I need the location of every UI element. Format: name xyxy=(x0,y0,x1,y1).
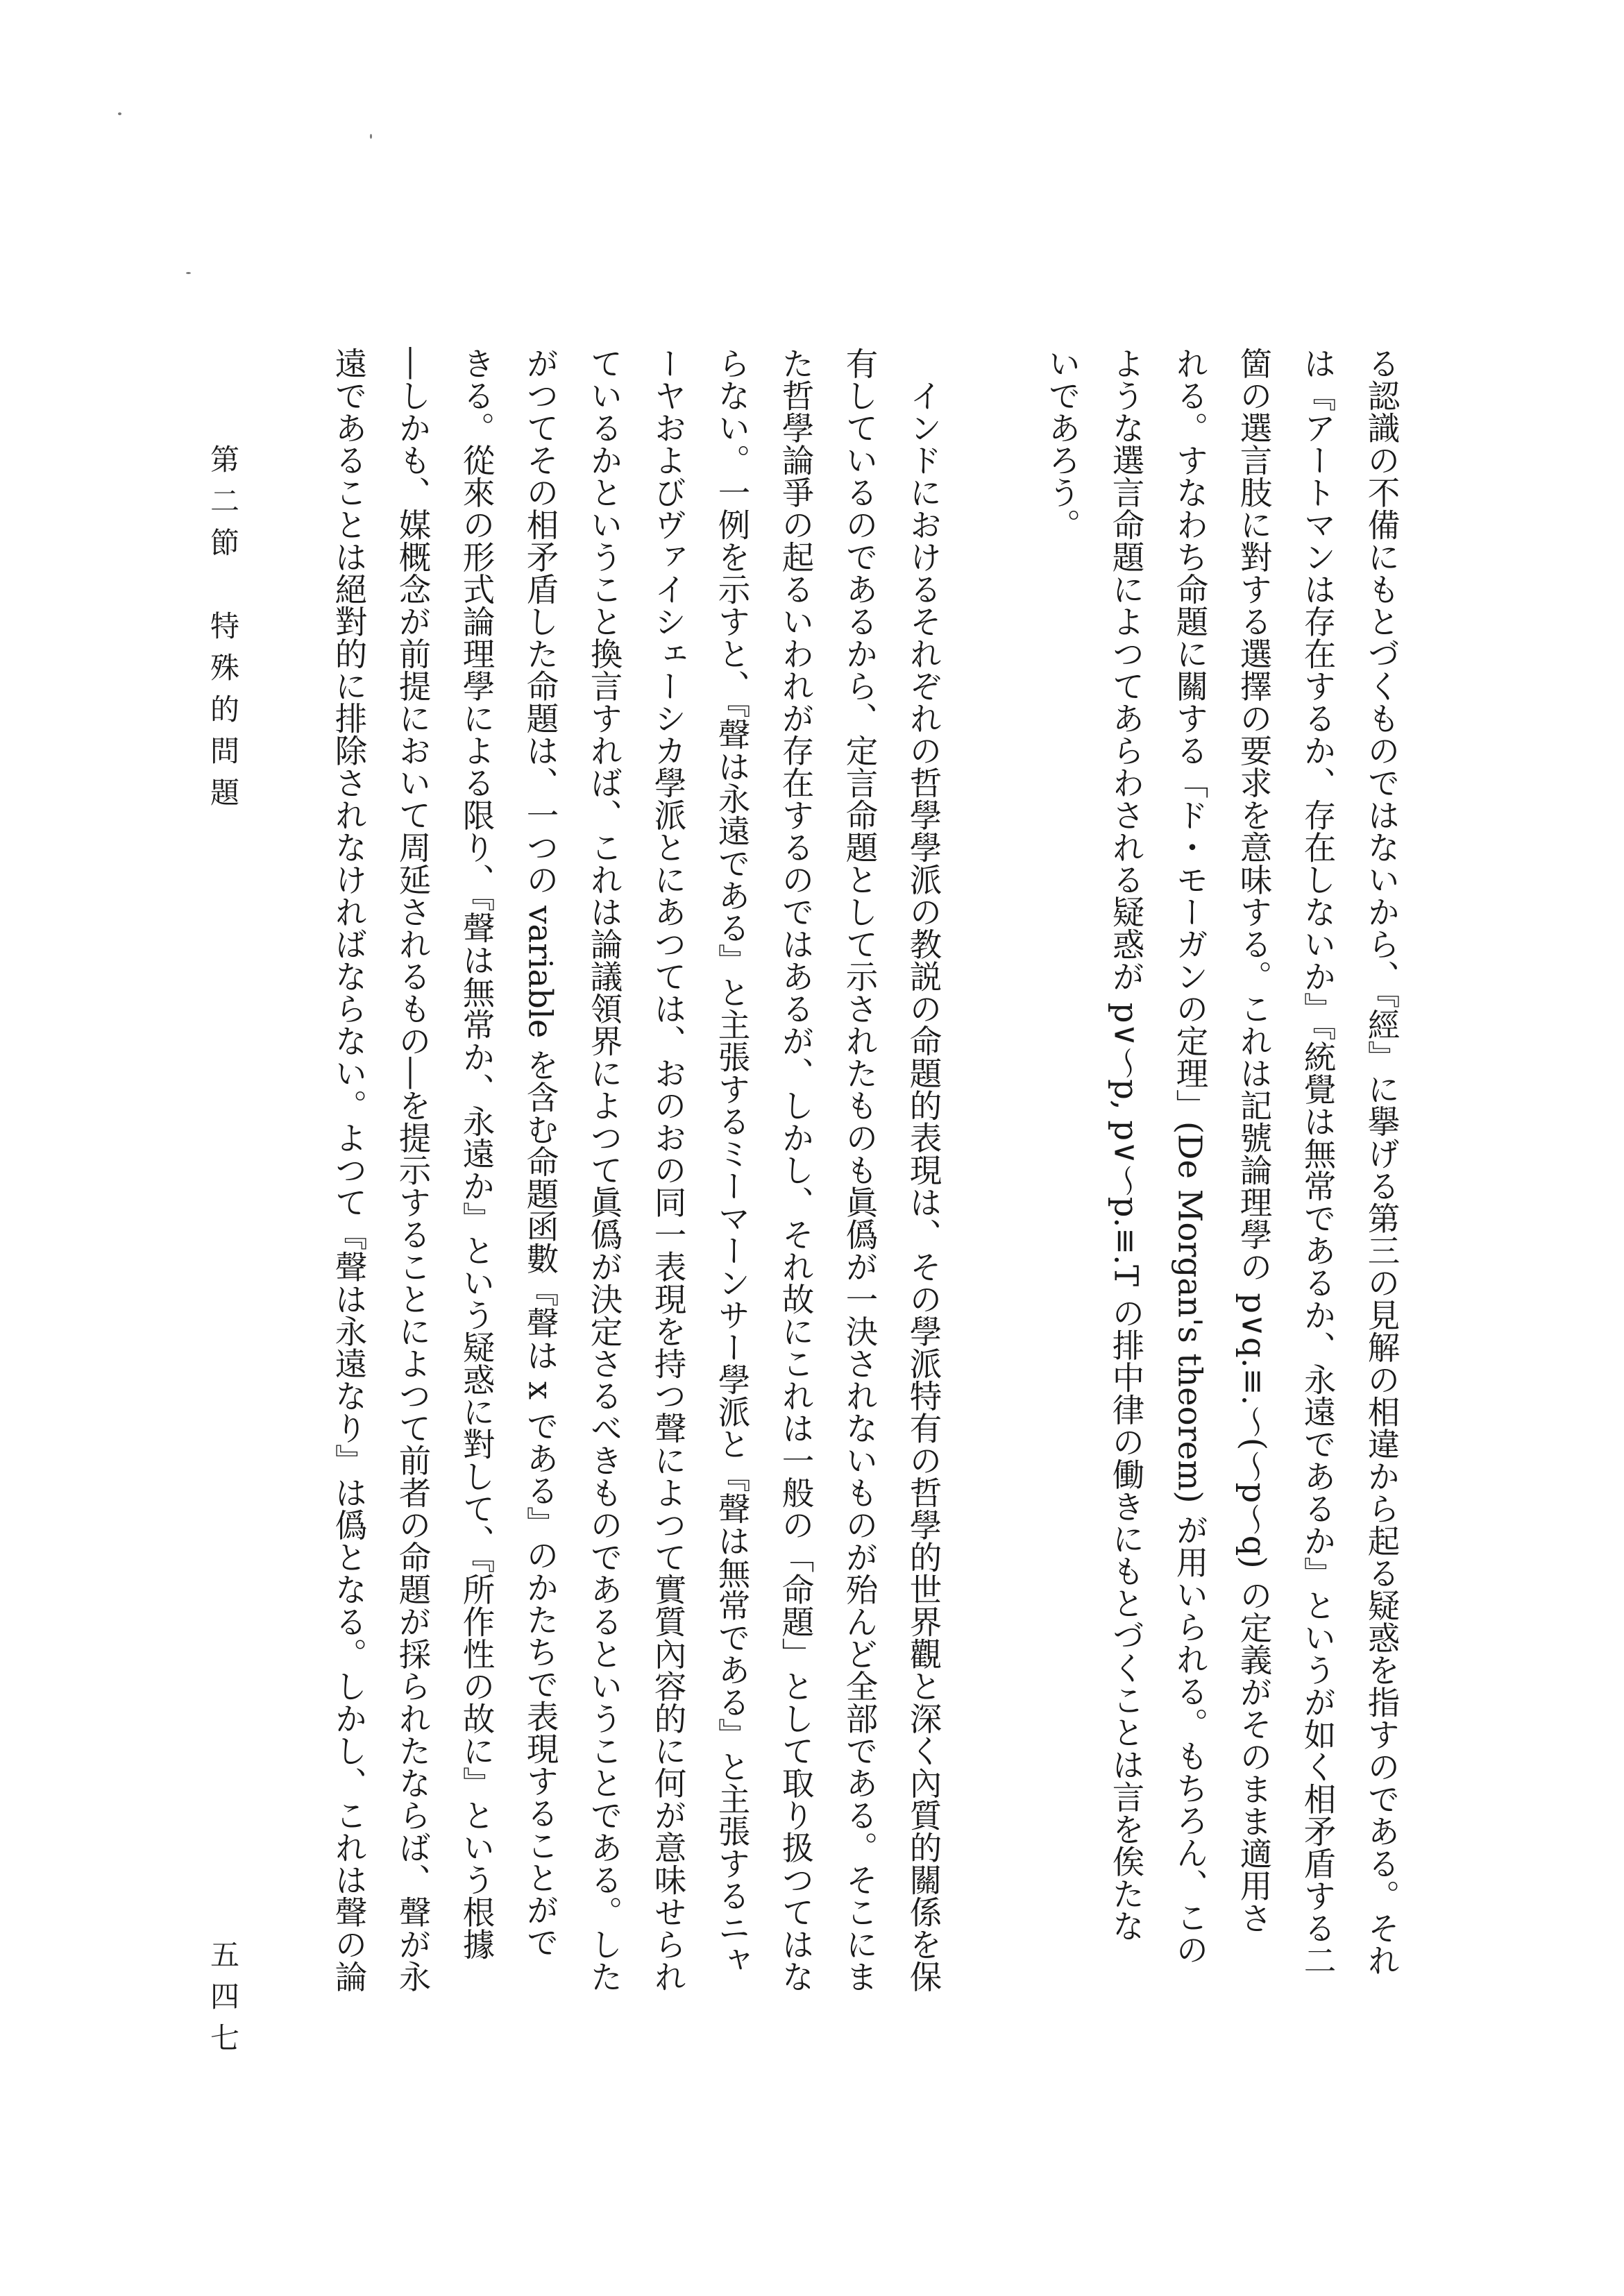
text-line: ような選言命題によつてあらわされる疑惑が p∨～p, p∨～p.≡.T の排中律の働きにもとづくことは言を俟たな xyxy=(1107,347,1145,1942)
text-line: た哲學論爭の起るいわれが存在するのではあるが、しかし、それ故にこれは一般の「命題」として取り扱つてはな xyxy=(777,347,815,1993)
text-line: る認識の不備にもとづくものではないから、『經』に擧げる第三の見解の相違から起る疑惑を指すのである。それ xyxy=(1362,347,1401,1977)
running-title: 第二節 特殊的問題 xyxy=(206,444,240,819)
text-line: れる。すなわち命題に關する「ド・モーガンの定理」(De Morgan's theorem) が用いられる。もちろん、この xyxy=(1171,347,1209,1966)
text-line: らない。一例を示すと、『聲は永遠である』と主張するミーマーンサー學派と『聲は無常である』と主張するニャ xyxy=(713,347,751,1977)
text-line: 有しているのであるから、定言命題として示されたものも眞僞が一決されないものが殆んど全部である。そこにま xyxy=(840,347,879,1993)
text-line: 箇の選言肢に對する選擇の要求を意味する。これは記號論理學の p∨q.≡.～(～p～q) の定義がそのまま適用さ xyxy=(1235,347,1273,1934)
text-line: ーヤおよびヴァイシェーシカ學派とにあつては、おのおの同一表現を持つ聲によつて實質內容的に何が意味せられ xyxy=(649,347,687,1993)
text-line: ―しかも、媒概念が前提において周延されるもの―を提示することによつて前者の命題が採られたならば、聲が永 xyxy=(394,347,432,1993)
text-line: いであろう。 xyxy=(1043,347,1081,541)
text-line: 遠であることは絕對的に排除されなければならない。よつて『聲は永遠なり』は僞となる。しかし、これは聲の論 xyxy=(330,347,368,1993)
text-line: きる。從來の形式論理學による限り、『聲は無常か、永遠か』という疑惑に對して、『所作性の故に』という根據 xyxy=(457,347,496,1960)
scan-speck xyxy=(370,134,372,139)
text-line: インドにおけるそれぞれの哲學學派の教説の命題的表現は、その學派特有の哲學的世界觀と深く內質的關係を保 xyxy=(904,347,942,1993)
text-line: ているかということ換言すれば、これは論議領界によつて眞僞が決定さるべきものであるということである。した xyxy=(585,347,623,1993)
page-number: 五四七 xyxy=(206,1939,240,2064)
scan-speck xyxy=(118,112,121,115)
text-line: がつてその相矛盾した命題は、一つの variable を含む命題函數『聲は x である』のかたちで表現することがで xyxy=(521,347,559,1959)
text-line: は『アートマンは存在するか、存在しないか』『統覺は無常であるか、永遠であるか』というが如く相矛盾する二 xyxy=(1299,347,1337,1977)
scan-speck xyxy=(186,272,191,274)
